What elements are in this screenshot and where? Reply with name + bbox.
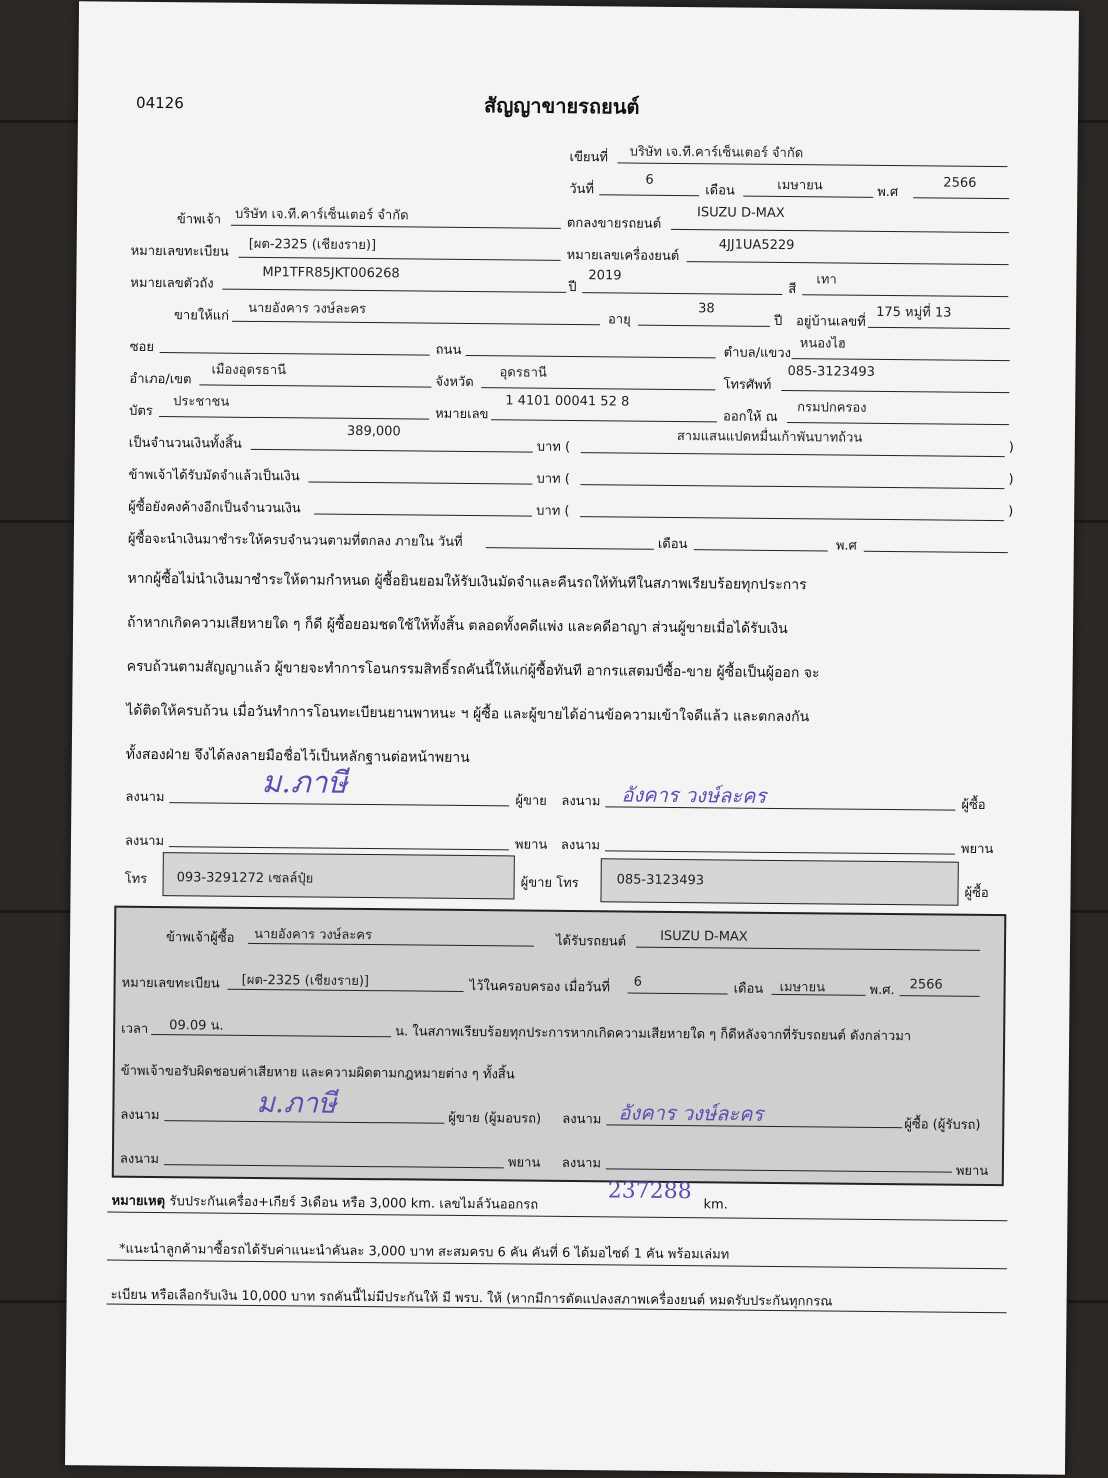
- province-value: อุดรธานี: [499, 365, 547, 381]
- chassis-line: [222, 289, 566, 293]
- due-label: ผู้ซื้อจะนำเงินมาชำระให้ครบจำนวนตามที่ตกลง ภายใน วันที่: [127, 531, 463, 550]
- receipt-year-label: พ.ศ.: [869, 982, 895, 999]
- remaining-baht: บาท (: [536, 503, 570, 519]
- card-value: ประชาชน: [173, 394, 230, 410]
- age-unit: ปี: [773, 313, 783, 329]
- issued-line: [787, 422, 1009, 425]
- soi-label: ซอย: [129, 339, 155, 355]
- agree-label: ตกลงขายรถยนต์: [566, 215, 662, 232]
- receipt-year: 2566: [909, 977, 943, 993]
- buyer-signature: อังคาร วงษ์ละคร: [621, 782, 767, 808]
- seller-line: [231, 225, 561, 229]
- buyer-role: ผู้ซื้อ: [961, 797, 986, 813]
- reg-value: [ผต-2325 (เชียงราย)]: [248, 236, 377, 254]
- model-year-line: [582, 292, 782, 295]
- car-line: [671, 229, 1009, 233]
- remaining-words-line: [580, 516, 1004, 521]
- model-year-label: ปี: [568, 279, 577, 296]
- document-title: สัญญาขายรถยนต์: [483, 93, 640, 119]
- year-line: [913, 197, 1009, 199]
- receipt-text-2: ข้าพเจ้าขอรับผิดชอบค่าเสียหาย และความผิดตามกฎหมายต่าง ๆ ทั้งสิ้น: [120, 1063, 515, 1083]
- receipt-month: เมษายน: [779, 980, 826, 996]
- received-label: ได้รับรถยนต์: [555, 933, 627, 950]
- age-line: [638, 325, 770, 327]
- total-words-line: [581, 452, 1005, 457]
- age-label: อายุ: [607, 312, 631, 328]
- buyer-name-line: [232, 321, 600, 326]
- chassis-label: หมายเลขตัวถัง: [130, 275, 214, 292]
- year-value: 2566: [943, 175, 977, 191]
- time-value: 09.09 น.: [169, 1018, 224, 1034]
- phone-row-label: โทร: [124, 871, 148, 887]
- road-line: [466, 355, 716, 358]
- terms-line-1: หากผู้ซื้อไม่นำเงินมาชำระให้ตามกำหนด ผู้ซื้อยินยอมให้รับเงินมัดจำและคืนรถให้ทันทีในสภาพเรียบร้อยทุกประการ: [127, 570, 807, 594]
- chassis-value: MP1TFR85JKT006268: [262, 265, 400, 282]
- reg-line: [239, 257, 561, 261]
- receipt-buyer: นายอังคาร วงษ์ละคร: [254, 926, 373, 944]
- subdistrict-label: ตำบล/แขวง: [723, 345, 792, 362]
- reg-label: หมายเลขทะเบียน: [130, 243, 229, 260]
- receipt-witness2-role: พยาน: [955, 1163, 989, 1180]
- id-number-value: 1 4101 00041 52 8: [505, 393, 630, 410]
- seller-phone-role: ผู้ขาย โทร: [520, 875, 579, 892]
- receipt-month-label: เดือน: [733, 981, 764, 997]
- notes-line-1: รับประกันเครื่อง+เกียร์ 3เดือน หรือ 3,000 km. เลขไมล์วันออกรถ: [169, 1194, 539, 1213]
- witness2-role: พยาน: [960, 841, 994, 858]
- document-number: 04126: [135, 93, 184, 113]
- mileage-unit: km.: [703, 1197, 728, 1213]
- contract-paper: [65, 1, 1079, 1475]
- month-label: เดือน: [705, 183, 735, 199]
- subdistrict-line: [792, 358, 1010, 361]
- receipt-buyer-signature: อังคาร วงษ์ละคร: [618, 1100, 764, 1126]
- receipt-witness1-sign-label: ลงนาม: [119, 1151, 160, 1168]
- month-line: [743, 196, 873, 198]
- receipt-witness2-sign-label: ลงนาม: [561, 1155, 602, 1172]
- color-label: สี: [788, 282, 797, 298]
- possession-label: ไว้ในครอบครอง เมื่อวันที่: [469, 979, 611, 996]
- total-close: ): [1008, 440, 1014, 456]
- seller-label: ข้าพเจ้า: [176, 212, 222, 228]
- notes-line-2: *แนะนำลูกค้ามาซื้อรถได้รับค่าแนะนำคันละ 3,000 บาท สะสมครบ 6 คัน คันที่ 6 ได้มอไซด์ 1 คัน พร้อมเล่มท: [119, 1241, 730, 1263]
- card-label: บัตร: [129, 403, 153, 419]
- deposit-line: [308, 481, 532, 484]
- witness1-role: พยาน: [514, 837, 548, 853]
- written-at-label: เขียนที่: [569, 149, 609, 166]
- seller-role: ผู้ขาย: [515, 793, 547, 809]
- notes-label: หมายเหตุ: [111, 1193, 166, 1210]
- receipt-seller-signature: ม.ภาษี: [256, 1085, 337, 1120]
- day-value: 6: [645, 172, 654, 188]
- day-line: [599, 194, 699, 196]
- phone-label: โทรศัพท์: [723, 377, 772, 393]
- terms-line-5: ทั้งสองฝ่าย จึงได้ลงลายมือชื่อไว้เป็นหลักฐานต่อหน้าพยาน: [125, 746, 470, 767]
- color-line: [802, 294, 1008, 297]
- total-baht: บาท (: [536, 439, 571, 455]
- card-line: [159, 416, 429, 420]
- due-year-label: พ.ศ: [835, 538, 857, 554]
- due-month-line: [694, 549, 828, 551]
- deposit-words-line: [580, 484, 1004, 489]
- receipt-buyer-sign-label: ลงนาม: [562, 1111, 602, 1128]
- deposit-baht: บาท (: [536, 471, 570, 487]
- buyer-sign-label: ลงนาม: [561, 793, 601, 810]
- address-value: 175 หมู่ที่ 13: [876, 304, 952, 321]
- terms-line-4: ได้ติดให้ครบถ้วน เมื่อวันทำการโอนทะเบียนยานพาหนะ ฯ ผู้ซื้อ และผู้ขายได้อ่านข้อความเข้าใจดีแล้ว และตกลงกัน: [126, 702, 810, 726]
- sell-to-label: ขายให้แก่: [173, 308, 230, 324]
- issued-value: กรมปกครอง: [797, 400, 867, 416]
- total-value: 389,000: [346, 423, 401, 440]
- due-year-line: [864, 551, 1008, 553]
- seller-sign-label: ลงนาม: [125, 789, 165, 806]
- month-value: เมษายน: [777, 177, 823, 194]
- province-label: จังหวัด: [435, 374, 474, 391]
- receipt-reg: [ผต-2325 (เชียงราย)]: [241, 972, 370, 990]
- time-label: เวลา: [121, 1021, 149, 1037]
- address-label: อยู่บ้านเลขที่: [795, 314, 866, 330]
- district-label: อำเภอ/เขต: [129, 371, 192, 388]
- witness2-sign-line: [605, 850, 955, 854]
- issued-label: ออกให้ ณ: [723, 409, 778, 425]
- witness2-sign-label: ลงนาม: [560, 837, 601, 854]
- receipt-witness1-role: พยาน: [507, 1155, 541, 1171]
- written-at-value: บริษัท เจ.ที.คาร์เซ็นเตอร์ จำกัด: [629, 144, 804, 162]
- total-label: เป็นจำนวนเงินทั้งสิ้น: [128, 435, 242, 452]
- id-number-label: หมายเลข: [435, 406, 489, 423]
- seller-name: บริษัท เจ.ที.คาร์เซ็นเตอร์ จำกัด: [234, 206, 409, 224]
- buyer-name: นายอังคาร วงษ์ละคร: [248, 300, 367, 318]
- car-model: ISUZU D-MAX: [696, 205, 785, 222]
- address-line: [868, 327, 1010, 329]
- engine-value: 4JJ1UA5229: [718, 237, 795, 254]
- remaining-label: ผู้ซื้อยังคงค้างอีกเป็นจำนวนเงิน: [128, 499, 301, 517]
- province-line: [481, 387, 715, 390]
- date-label: วันที่: [569, 181, 595, 198]
- id-number-line: [491, 419, 717, 422]
- district-value: เมืองอุดรธานี: [211, 362, 287, 379]
- witness1-sign-label: ลงนาม: [124, 833, 165, 850]
- subdistrict-value: หนองไฮ: [799, 336, 846, 352]
- due-day-line: [486, 547, 654, 550]
- engine-line: [687, 261, 1009, 265]
- engine-label: หมายเลขเครื่องยนต์: [566, 247, 680, 265]
- deposit-label: ข้าพเจ้าได้รับมัดจำแล้วเป็นเงิน: [128, 467, 300, 485]
- due-month-label: เดือน: [657, 536, 688, 553]
- terms-line-2: ถ้าหากเกิดความเสียหายใด ๆ ก็ดี ผู้ซื้อยอมชดใช้ให้ทั้งสิ้น ตลอดทั้งคดีแพ่ง และคดีอาญา ส่วนผู้ขายเมื่อได้รับเงิน: [127, 614, 788, 638]
- phone-line: [781, 390, 1009, 393]
- receipt-seller-role: ผู้ขาย (ผู้มอบรถ): [448, 1110, 542, 1127]
- receipt-text-1: น. ในสภาพเรียบร้อยทุกประการหากเกิดความเสียหายใด ๆ ก็ดีหลังจากที่รับรถยนต์ ดังกล่าวมา: [395, 1024, 912, 1045]
- district-line: [199, 384, 431, 387]
- possession-day: 6: [633, 974, 643, 990]
- remaining-line: [314, 514, 532, 517]
- remaining-close: ): [1008, 504, 1014, 520]
- buyer-phone: 085-3123493: [616, 872, 705, 889]
- received-car: ISUZU D-MAX: [660, 928, 748, 945]
- receipt-buyer-label: ข้าพเจ้าผู้ซื้อ: [165, 930, 235, 946]
- model-year-value: 2019: [588, 268, 622, 284]
- buyer-phone-role: ผู้ซื้อ: [964, 885, 989, 902]
- total-words: สามแสนแปดหมื่นเก้าพันบาทถ้วน: [676, 428, 863, 446]
- year-label: พ.ศ: [877, 184, 899, 201]
- receipt-reg-label: หมายเลขทะเบียน: [121, 975, 220, 992]
- seller-phone: 093-3291272 เซลล์ปุ๋ย: [176, 870, 314, 887]
- color-value: เทา: [816, 272, 837, 288]
- soi-line: [160, 352, 430, 356]
- receipt-buyer-role: ผู้ซื้อ (ผู้รับรถ): [904, 1117, 981, 1133]
- receipt-seller-sign-label: ลงนาม: [120, 1107, 160, 1124]
- road-label: ถนน: [435, 342, 462, 358]
- notes-line-3: ะเบียน หรือเลือกรับเงิน 10,000 บาท รถคันนี้ไม่มีประกันให้ มี พรบ. ให้ (หากมีการดัดแปลงสภาพเครื่องยนต์ หมดรับประกันทุกกรณ: [110, 1287, 833, 1310]
- notes-line-1-rule: [107, 1212, 1007, 1222]
- mileage-value: 237288: [607, 1178, 692, 1205]
- age-value: 38: [698, 301, 715, 317]
- terms-line-3: ครบถ้วนตามสัญญาแล้ว ผู้ขายจะทำการโอนกรรมสิทธิ์รถคันนี้ให้แก่ผู้ซื้อทันที อากรแสตมป์ซื้อ-ขาย ผู้ซื้อเป็นผู้ออก จะ: [126, 658, 820, 682]
- deposit-close: ): [1008, 472, 1014, 488]
- written-at-line: [618, 162, 1008, 167]
- total-line: [251, 449, 533, 453]
- seller-signature: ม.ภาษี: [261, 765, 348, 801]
- witness1-sign-line: [169, 846, 509, 850]
- phone-value: 085-3123493: [787, 364, 876, 380]
